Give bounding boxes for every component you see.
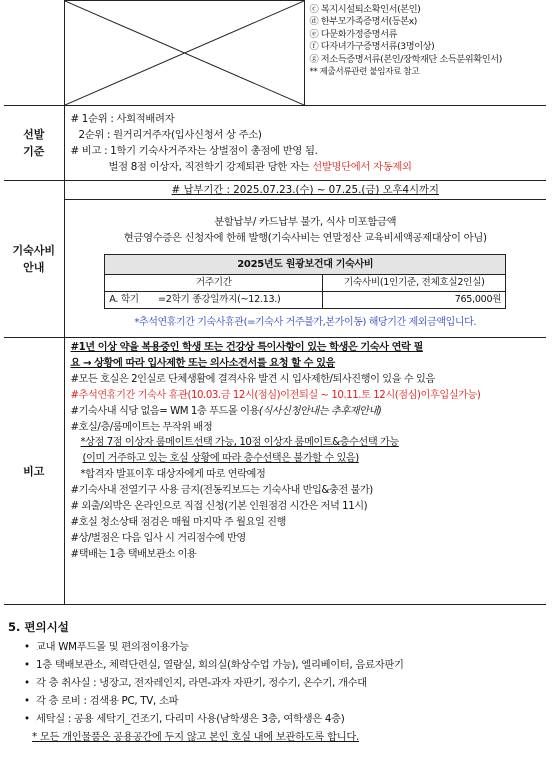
list-item: • 1층 택배보관소, 체력단련실, 열람실, 회의실(화상수업 가능), 엘리베이터, 음료자판기 bbox=[24, 657, 404, 675]
list-item: • 세탁실 : 공용 세탁기_건조기, 다리미 사용(남학생은 3층, 여학생은 4층) bbox=[24, 711, 404, 729]
selection-line: # 비고 : 1학기 기숙사거주자는 상벌점이 총점에 반영 됨. bbox=[70, 145, 318, 157]
fee-row-period-text: =2학기 종강일까지(~12.13.) bbox=[158, 294, 281, 305]
facilities-note-text: * 모든 개인물품은 공용공간에 두지 않고 본인 호실 내에 보관하도록 합니다. bbox=[32, 730, 359, 743]
remark-line: 요 → 상황에 따라 입사제한 또는 의사소견서를 요청 할 수 있음 bbox=[70, 357, 335, 369]
chuseok-closure-note: *추석연휴기간 기숙사휴관(=기숙사 거주불가,본가이동) 해당기간 제외금액입니다. bbox=[134, 317, 477, 328]
selection-criteria-label bbox=[4, 106, 64, 181]
remarks-label-text: 비고 bbox=[23, 464, 45, 478]
remark-line bbox=[71, 404, 541, 420]
remark-line: *합격자 발표이후 대상자에게 따로 연락예정 bbox=[80, 469, 266, 481]
fee-table-caption: 2025년도 원광보건대 기숙사비 bbox=[105, 255, 506, 275]
payment-info-label-text: 기숙사비 안내 bbox=[12, 244, 55, 274]
facilities-note bbox=[24, 729, 404, 747]
doc-item: ⓒ 복지시설퇴소확인서(본인) bbox=[309, 3, 421, 15]
fee-header-amount: 기숙사비(1인기준, 전체호실2인실) bbox=[323, 275, 506, 292]
remark-line: # 외출/외박은 온라인으로 직접 신청(기본 인원점검 시간은 저녁 11시) bbox=[70, 501, 368, 513]
remark-line: #호실/층/룸메이트는 무작위 배정 bbox=[70, 421, 213, 433]
payment-info-cell bbox=[64, 181, 546, 338]
selection-criteria-cell bbox=[64, 106, 546, 181]
required-documents-cell bbox=[304, 1, 546, 106]
remarks-list bbox=[65, 338, 547, 565]
remarks-row bbox=[4, 338, 546, 605]
documents-row bbox=[4, 1, 546, 106]
remark-line: #택배는 1층 택배보관소 이용 bbox=[70, 548, 197, 560]
fee-header-period: 거주기간 bbox=[105, 275, 323, 292]
fee-row-term: A. 학기 bbox=[109, 294, 139, 305]
fee-row-amount: 765,000원 bbox=[323, 292, 506, 309]
doc-item: ⓕ 다자녀가구증명서류(3명이상) bbox=[309, 41, 435, 53]
list-item: • 교내 WM푸드몰 및 편의점이용가능 bbox=[24, 639, 404, 657]
payment-period: # 납부기간 : 2025.07.23.(수) ~ 07.25.(금) 오후4시까지 bbox=[171, 184, 439, 196]
section-title: 5. 편의시설 bbox=[8, 620, 69, 634]
fee-row-period bbox=[105, 292, 323, 309]
remark-line: #모든 호실은 2인실로 단체생활에 결격사유 발견 시 입사제한/퇴사진행이 있을 수 있음 bbox=[70, 373, 435, 385]
selection-penalty-text: 벌점 8점 이상자, 직전학기 강제퇴관 당한 자는 bbox=[108, 161, 313, 173]
remark-line: #추석연휴기간 기숙사 휴관(10.03.금 12시(점심)이전퇴실 ~ 10.11.토 12시(점심)이후입실가능) bbox=[70, 389, 481, 401]
remark-text-italic: (식사신청안내는 추후재안내) bbox=[258, 405, 382, 417]
crossed-out-cell bbox=[64, 1, 304, 106]
empty-label-cell bbox=[4, 1, 64, 106]
list-item: • 각 층 로비 : 검색용 PC, TV, 소파 bbox=[24, 693, 404, 711]
dorm-fee-table bbox=[104, 254, 506, 309]
required-documents-list bbox=[305, 1, 547, 80]
remarks-label bbox=[4, 338, 64, 605]
remark-line: *상점 7점 이상자 룸메이트선택 가능, 10점 이상자 룸메이트&층수선택 가능 bbox=[80, 437, 399, 449]
selection-criteria-label-text: 선발 기준 bbox=[23, 128, 45, 158]
selection-line: 2순위 : 원거리거주자(입사신청서 상 주소) bbox=[78, 129, 262, 141]
remark-line: #기숙사내 전열기구 사용 금지(전동킥보드는 기숙사내 반입&충전 불가) bbox=[70, 485, 373, 497]
remark-line: #1년 이상 약을 복용중인 학생 또는 건강상 특이사항이 있는 학생은 기숙사 연락 필 bbox=[70, 342, 423, 353]
selection-criteria-text bbox=[65, 109, 547, 177]
payment-details bbox=[65, 200, 547, 337]
list-item: • 각 층 취사실 : 냉장고, 전자레인지, 라면-과자 자판기, 정수기, 온수기, 개수대 bbox=[24, 675, 404, 693]
facilities-list bbox=[24, 639, 404, 746]
auto-exclusion-text: 선발명단에서 자동제외 bbox=[312, 161, 412, 173]
selection-line bbox=[71, 159, 541, 175]
remark-line: #호실 청소상태 점검은 매월 마지막 주 월요일 진행 bbox=[70, 516, 286, 528]
remark-text: #기숙사내 식당 없음= WM 1층 푸드몰 이용 bbox=[70, 405, 259, 417]
dormitory-info-table bbox=[4, 0, 546, 605]
payment-line: 분할납부/ 카드납부 불가, 식사 미포함금액 bbox=[214, 216, 397, 228]
cross-mark bbox=[65, 1, 304, 105]
remarks-cell bbox=[64, 338, 546, 605]
doc-item: ⓔ 다문화가정증명서류 bbox=[309, 28, 398, 40]
payment-line: 현금영수증은 신청자에 한해 발행(기숙사비는 연말정산 교육비세액공제대상이 아님) bbox=[123, 232, 487, 244]
remark-line: (이미 거주하고 있는 호실 상황에 따라 층수선택은 불가할 수 있음) bbox=[82, 453, 359, 465]
payment-info-row bbox=[4, 181, 546, 338]
doc-list-note: ** 제출서류관련 붙임자료 참고 bbox=[309, 67, 420, 78]
doc-item: ⓖ 저소득증명서류(본인/장학재단 소득분위확인서) bbox=[309, 53, 502, 65]
payment-info-label bbox=[4, 181, 64, 338]
doc-item: ⓓ 한부모가족증명서(등본x) bbox=[309, 16, 417, 28]
selection-line: # 1순위 : 사회적배려자 bbox=[70, 113, 175, 125]
payment-period-bar bbox=[65, 181, 547, 200]
remark-line: #상/벌점은 다음 입사 시 거리점수에 반영 bbox=[70, 532, 246, 544]
selection-criteria-row bbox=[4, 106, 546, 181]
